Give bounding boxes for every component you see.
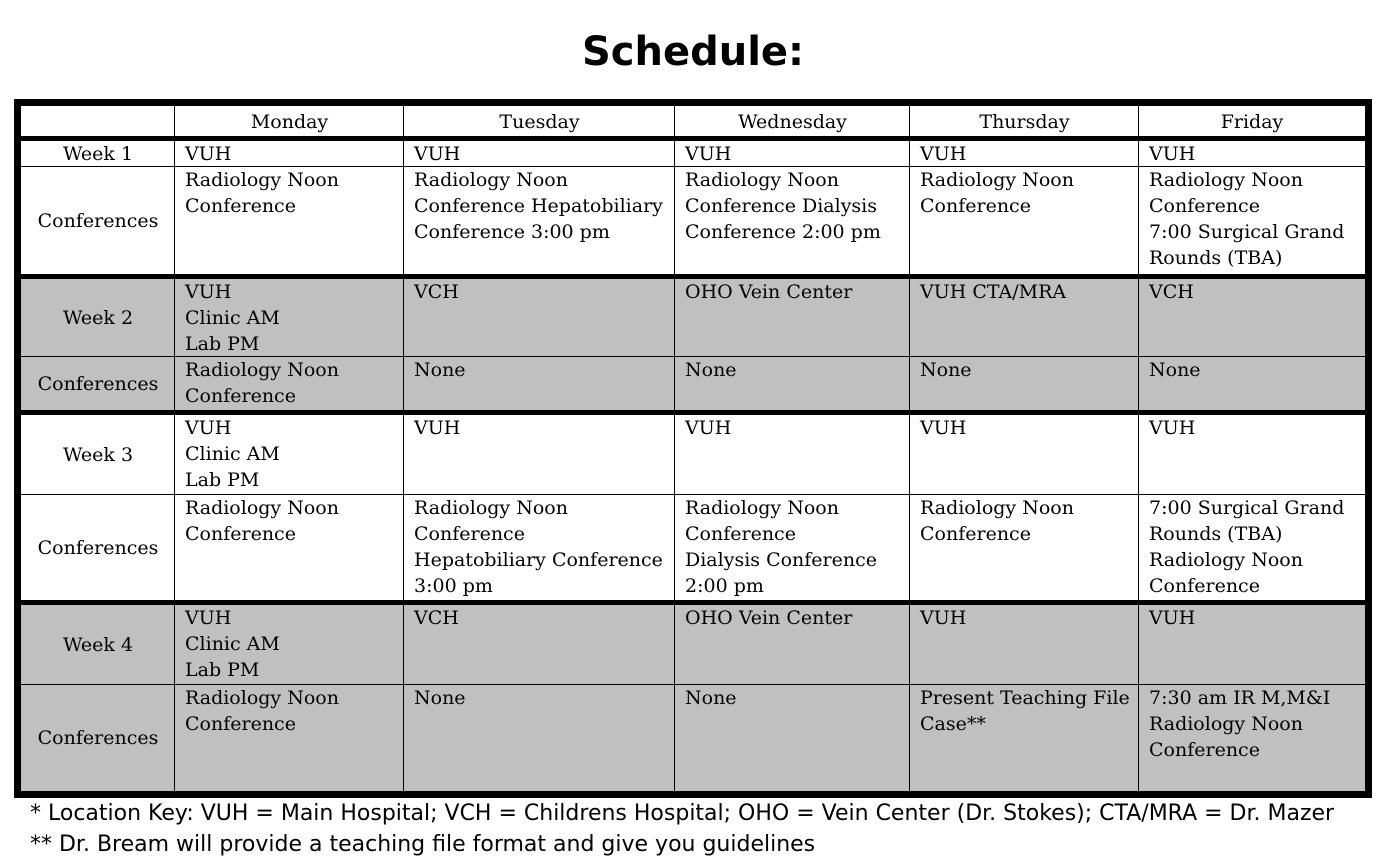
cell-text-line: VUH [1149,607,1196,629]
cell-text-line: None [414,359,466,381]
cell-text-line: Radiology Noon [185,687,339,709]
schedule-cell-thursday [910,415,1139,495]
schedule-cell-monday [175,357,404,410]
schedule-cell-thursday [910,605,1139,685]
cell-text-line: Clinic AM [185,633,280,655]
cell-text-line: VUH [920,607,967,629]
schedule-cell-wednesday [675,167,910,274]
schedule-cell-wednesday [675,685,910,791]
cell-text-line: Radiology Noon [414,169,568,191]
cell-text-line: 7:00 Surgical Grand [1149,221,1345,243]
cell-text-line: Radiology Noon [685,169,839,191]
cell-text-line: Radiology Noon [185,497,339,519]
schedule-cell-wednesday [675,495,910,600]
row-label [21,279,175,357]
schedule-cell-wednesday [675,279,910,357]
cell-text-line: None [414,687,466,709]
cell-text-line: VUH [920,143,967,165]
column-divider [403,106,404,791]
cell-text-line: VCH [414,281,459,303]
schedule-cell-tuesday [404,495,675,600]
page-title: Schedule: [581,29,805,75]
row-label [21,415,175,495]
cell-text-line: VUH [185,417,232,439]
cell-text-line: Conference [185,385,296,407]
cell-text-line: VUH [185,607,232,629]
schedule-cell-tuesday [404,605,675,685]
cell-text-line: Clinic AM [185,307,280,329]
row-label-text: Conferences [37,209,159,232]
column-divider [1138,106,1139,791]
schedule-cell-tuesday [404,167,675,274]
row-label-text: Conferences [37,372,159,395]
row-label [21,167,175,274]
cell-text-line: Conference [920,195,1031,217]
column-header-wednesday: Wednesday [738,111,847,133]
schedule-cell-friday [1139,167,1365,274]
cell-text-line: VUH [1149,143,1196,165]
schedule-cell-thursday [910,495,1139,600]
cell-text-line: Rounds (TBA) [1149,523,1283,545]
cell-text-line: Conference [685,523,796,545]
schedule-cell-wednesday [675,357,910,410]
cell-text-line: Conference [1149,575,1260,597]
cell-text-line: Conference Dialysis [685,195,878,217]
schedule-cell-friday [1139,685,1365,791]
cell-text-line: Conference [185,195,296,217]
schedule-table [21,106,1365,791]
cell-text-line: Conference 2:00 pm [685,221,881,243]
schedule-cell-friday [1139,141,1365,167]
row-label-text: Conferences [37,536,159,559]
week-divider [21,410,1365,415]
cell-text-line: 2:00 pm [685,575,764,597]
cell-text-line: VCH [414,607,459,629]
row-label-text: Week 3 [62,444,134,466]
cell-text-line: 7:30 am IR M,M&I [1149,687,1331,709]
cell-text-line: Conference [920,523,1031,545]
cell-text-line: VUH CTA/MRA [920,281,1067,303]
cell-text-line: Radiology Noon [414,497,568,519]
row-label-text: Week 1 [62,143,134,165]
cell-text-line: VUH [1149,417,1196,439]
cell-text-line: 3:00 pm [414,575,493,597]
schedule-cell-tuesday [404,141,675,167]
cell-text-line: VUH [685,143,732,165]
week-divider [21,600,1365,605]
cell-text-line: Conference 3:00 pm [414,221,610,243]
cell-text-line: Radiology Noon [685,497,839,519]
cell-text-line: Radiology Noon [185,359,339,381]
cell-text-line: Clinic AM [185,443,280,465]
week-divider [21,136,1365,141]
schedule-cell-thursday [910,279,1139,357]
schedule-cell-wednesday [675,141,910,167]
column-divider [909,106,910,791]
cell-text-line: Radiology Noon [1149,549,1303,571]
schedule-cell-monday [175,495,404,600]
cell-text-line: Radiology Noon [1149,713,1303,735]
cell-text-line: Conference [414,523,525,545]
schedule-table-frame [14,99,1372,798]
footnote-location-key: * Location Key: VUH = Main Hospital; VCH = Childrens Hospital; OHO = Vein Center (Dr. Stokes); CTA/MRA = Dr. Mazer [30,801,1335,826]
schedule-cell-friday [1139,357,1365,410]
schedule-cell-thursday [910,167,1139,274]
column-header-monday: Monday [250,111,329,133]
cell-text-line: None [920,359,972,381]
row-label [21,605,175,685]
cell-text-line: Conference Hepatobiliary [414,195,663,217]
cell-text-line: Hepatobiliary Conference [414,549,663,571]
cell-text-line: Lab PM [185,469,260,491]
cell-text-line: VCH [1149,281,1194,303]
schedule-cell-monday [175,415,404,495]
column-divider [174,106,175,791]
schedule-cell-monday [175,685,404,791]
row-label [21,685,175,791]
cell-text-line: Radiology Noon [185,169,339,191]
schedule-cell-monday [175,167,404,274]
schedule-cell-monday [175,279,404,357]
cell-text-line: VUH [685,417,732,439]
row-label [21,141,175,167]
cell-text-line: None [685,359,737,381]
cell-text-line: Radiology Noon [920,497,1074,519]
cell-text-line: Dialysis Conference [685,549,878,571]
cell-text-line: Conference [1149,739,1260,761]
schedule-cell-tuesday [404,357,675,410]
row-divider [21,356,1365,357]
row-label [21,357,175,410]
schedule-cell-tuesday [404,685,675,791]
cell-text-line: None [1149,359,1201,381]
schedule-cell-friday [1139,495,1365,600]
schedule-cell-friday [1139,279,1365,357]
cell-text-line: None [685,687,737,709]
row-label-text: Conferences [37,727,159,749]
cell-text-line: VUH [185,143,232,165]
cell-text-line: Lab PM [185,659,260,681]
row-label-text: Week 2 [62,307,134,329]
schedule-cell-monday [175,605,404,685]
cell-text-line: Radiology Noon [1149,169,1303,191]
cell-text-line: Conference [1149,195,1260,217]
schedule-cell-thursday [910,357,1139,410]
cell-text-line: VUH [185,281,232,303]
cell-text-line: OHO Vein Center [685,607,853,629]
schedule-cell-wednesday [675,605,910,685]
schedule-cell-thursday [910,685,1139,791]
schedule-cell-friday [1139,605,1365,685]
row-divider [21,166,1365,167]
schedule-cell-monday [175,141,404,167]
cell-text-line: Radiology Noon [920,169,1074,191]
cell-text-line: Conference [185,523,296,545]
row-label [21,495,175,600]
cell-text-line: 7:00 Surgical Grand [1149,497,1345,519]
cell-text-line: VUH [414,143,461,165]
column-header-thursday: Thursday [979,111,1070,133]
schedule-cell-wednesday [675,415,910,495]
cell-text-line: Lab PM [185,333,260,355]
week-divider [21,274,1365,279]
cell-text-line: Present Teaching File [920,687,1130,709]
row-divider [21,494,1365,495]
cell-text-line: Rounds (TBA) [1149,247,1283,269]
cell-text-line: OHO Vein Center [685,281,853,303]
cell-text-line: VUH [920,417,967,439]
row-label-text: Week 4 [62,634,134,656]
footnote-teaching-file: ** Dr. Bream will provide a teaching file format and give you guidelines [30,832,816,857]
schedule-cell-thursday [910,141,1139,167]
schedule-cell-tuesday [404,415,675,495]
column-header-friday: Friday [1220,111,1284,133]
cell-text-line: Case** [920,713,986,735]
schedule-cell-tuesday [404,279,675,357]
cell-text-line: Conference [185,713,296,735]
cell-text-line: VUH [414,417,461,439]
column-divider [674,106,675,791]
schedule-cell-friday [1139,415,1365,495]
column-header-tuesday: Tuesday [499,111,580,133]
row-divider [21,684,1365,685]
